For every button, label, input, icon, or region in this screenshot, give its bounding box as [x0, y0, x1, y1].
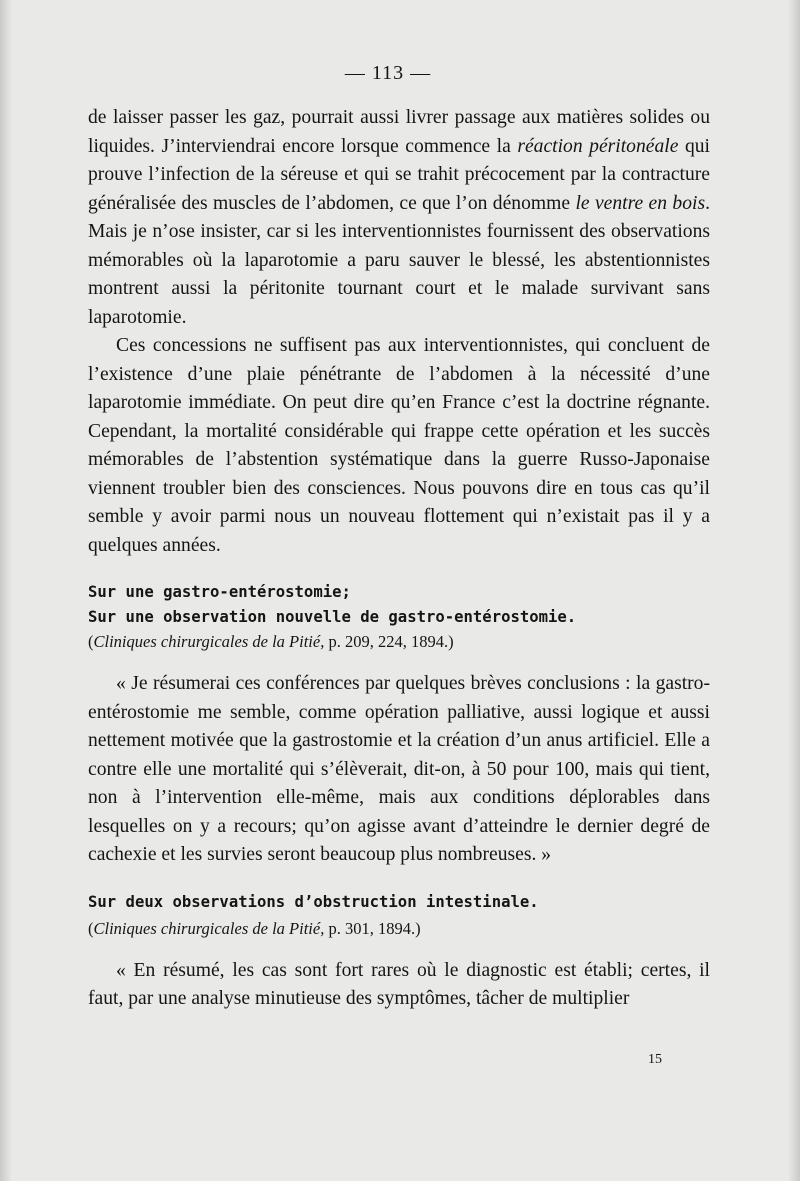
- signature-mark: 15: [648, 1052, 662, 1067]
- citation-paren: (: [88, 918, 94, 938]
- section-citation: [88, 917, 710, 941]
- citation-paren: (: [88, 632, 94, 651]
- section-heading: Sur deux observations d’obstruction intestinale.: [88, 892, 539, 911]
- italic-term: réaction péritonéale: [517, 135, 679, 157]
- page-left-edge: [0, 0, 12, 1181]
- citation-source: Cliniques chirurgicales de la Pitié,: [93, 632, 325, 651]
- paragraph-intro-2: Ces concessions ne suffisent pas aux interventionnistes, qui concluent de l’existence d’une plaie pénétrante de l’abdomen à la nécessité d’une laparotomie immédiate. On peut dire qu’en France c’est la doctrine régnante. Cependant, la mortalité considérable qui frappe cette opération et les succès mémorables de l’abstention systématique dans la guerre Russo-Japonaise viennent troubler bien des consciences. Nous pouvons dire en tous cas qu’il semble y avoir parmi nous un nouveau flottement qui n’existait pas il y a quelques années.: [88, 335, 710, 556]
- section-body: « Je résumerai ces conférences par quelques brèves conclusions : la gastro-entérostomie me semble, comme opération palliative, aussi logique et aussi nettement motivée que la gastrostomie et la création d’un anus artificiel. Elle a contre elle une mortalité qui s’élèverait, dit-on, à 50 pour 100, mais qui tient, non à l’intervention elle-même, mais aux conditions déplorables dans lesquelles on y a recours; qu’on agisse avant d’atteindre le dernier degré de cachexie et les survies seront beaucoup plus nombreuses. »: [88, 673, 710, 865]
- section-body: « En résumé, les cas sont fort rares où le diagnostic est établi; certes, il faut, par une analyse minutieuse des symptômes, tâcher de multiplier: [88, 959, 710, 1009]
- spacer: [88, 941, 710, 957]
- citation-pages: p. 301, 1894.): [324, 918, 421, 938]
- section-heading: Sur une observation nouvelle de gastro-entérostomie.: [88, 608, 577, 626]
- page-right-edge: [788, 0, 800, 1181]
- italic-term: le ventre en bois: [575, 192, 706, 214]
- page-number: — 113 —: [344, 62, 432, 84]
- spacer: [88, 560, 710, 580]
- spacer: [88, 870, 710, 890]
- paragraph-text: . Mais je n’ose insister, car si les interventionnistes fournissent des observations mémorables où la laparotomie a paru sauver le blessé, les abstentionnistes montrent aussi la péritonite tournant court et le malade survivant sans laparotomie.: [88, 192, 710, 328]
- section-heading: Sur une gastro-entérostomie;: [88, 583, 351, 601]
- citation-source: Cliniques chirurgicales de la Pitié,: [93, 918, 325, 938]
- page-content: [88, 104, 710, 1014]
- paragraph-text: qui prouve l’infection de la séreuse et qui se trahit précocement par la contracture généralisée des muscles de l’abdomen, ce que l’on dénomme: [88, 135, 711, 214]
- section-citation: [88, 630, 710, 654]
- spacer: [88, 654, 710, 670]
- citation-pages: p. 209, 224, 1894.): [324, 632, 454, 651]
- paragraph-text: de laisser passer les gaz, pourrait aussi livrer passage aux matières solides ou liquides. J’interviendrai encore lorsque commence la: [88, 107, 710, 157]
- paragraph-intro-1: [88, 104, 710, 332]
